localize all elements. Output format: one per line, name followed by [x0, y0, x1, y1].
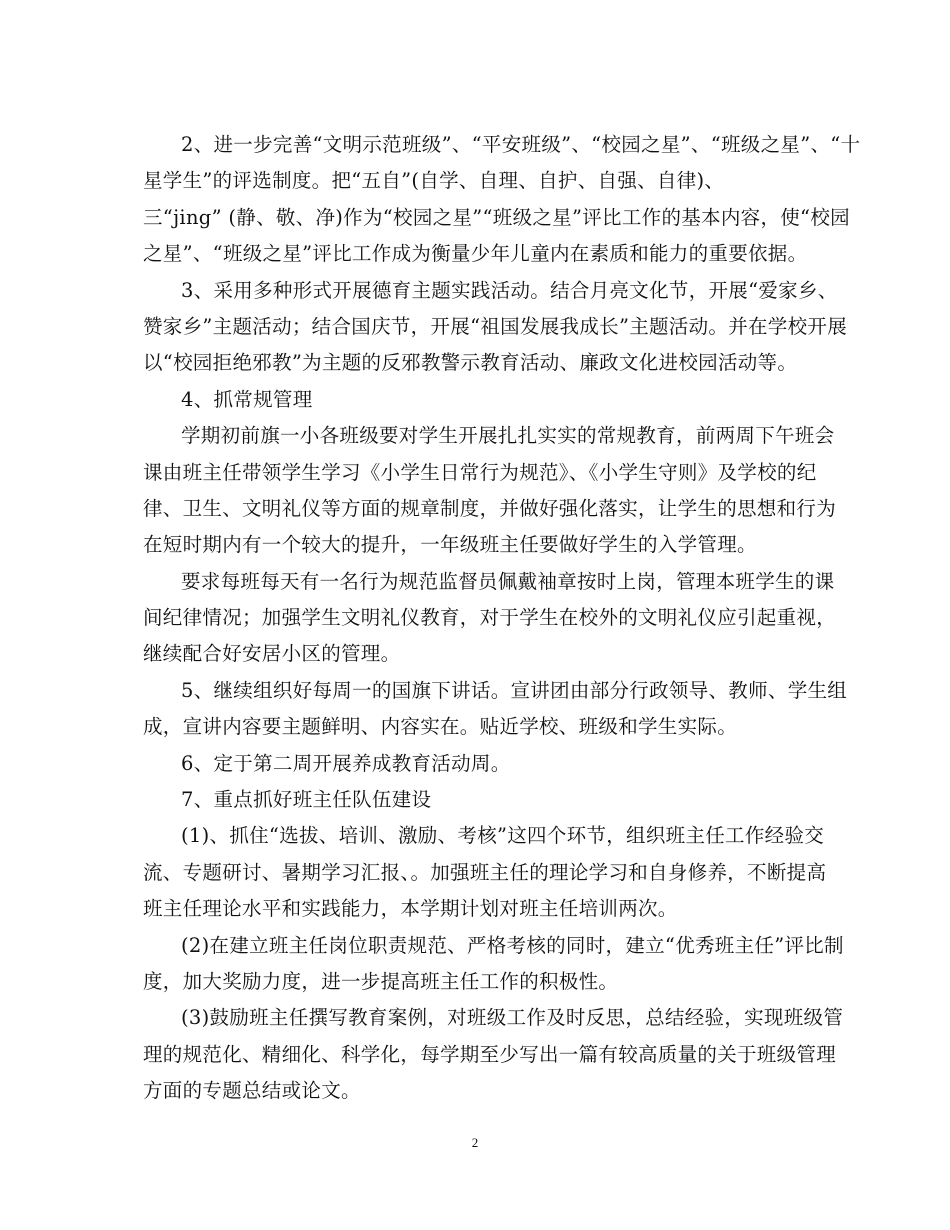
text-line: (3)鼓励班主任撰写教育案例，对班级工作及时反思，总结经验，实现班级管 [181, 1006, 844, 1030]
text-line: 赞家乡”主题活动；结合国庆节，开展“祖国发展我成长”主题活动。并在学校开展 [143, 314, 848, 338]
text-line: 6、定于第二周开展养成教育活动周。 [181, 751, 511, 775]
text-line: 4、抓常规管理 [181, 387, 313, 411]
text-line: (2)在建立班主任岗位职责规范、严格考核的同时，建立“优秀班主任”评比制 [181, 933, 844, 957]
text-line: 三“jing” (静、敬、净)作为“校园之星”“班级之星”评比工作的基本内容，使“校园 [143, 205, 850, 229]
text-line: 理的规范化、精细化、科学化，每学期至少写出一篇有较高质量的关于班级管理 [143, 1042, 837, 1066]
text-line: 5、继续组织好每周一的国旗下讲话。宣讲团由部分行政领导、教师、学生组 [181, 678, 848, 702]
text-line: 流、专题研讨、暑期学习汇报、。加强班主任的理论学习和自身修养，不断提高 [143, 860, 827, 884]
text-line: 律、卫生、文明礼仪等方面的规章制度，并做好强化落实，让学生的思想和行为 [143, 496, 837, 520]
text-line: 星学生”的评选制度。把“五自”(自学、自理、自护、自强、自律)、 [143, 169, 725, 193]
text-line: 课由班主任带领学生学习《小学生日常行为规范》、《小学生守则》及学校的纪 [143, 460, 817, 484]
text-line: 7、重点抓好班主任队伍建设 [181, 788, 432, 812]
text-line: 成，宣讲内容要主题鲜明、内容实在。贴近学校、班级和学生实际。 [143, 715, 738, 739]
text-line: 之星”、“班级之星”评比工作成为衡量少年儿童内在素质和能力的重要依据。 [143, 242, 808, 266]
text-line: (1)、抓住“选拔、培训、激励、考核”这四个环节，组织班主任工作经验交 [181, 824, 825, 848]
text-line: 方面的专题总结或论文。 [143, 1079, 361, 1103]
text-line: 班主任理论水平和实践能力，本学期计划对班主任培训两次。 [143, 897, 678, 921]
text-line: 继续配合好安居小区的管理。 [143, 642, 401, 666]
text-line: 3、采用多种形式开展德育主题实践活动。结合月亮文化节，开展“爱家乡、 [181, 278, 838, 302]
document-body [143, 127, 861, 1110]
text-line: 2、进一步完善“文明示范班级”、“平安班级”、“校园之星”、“班级之星”、“十 [181, 133, 861, 156]
text-line: 度，加大奖励力度，进一步提高班主任工作的积极性。 [143, 969, 619, 993]
text-line: 要求每班每天有一名行为规范监督员佩戴袖章按时上岗，管理本班学生的课 [181, 569, 835, 593]
text-line: 以“校园拒绝邪教”为主题的反邪教警示教育活动、廉政文化进校园活动等。 [143, 351, 798, 375]
text-line: 学期初前旗一小各班级要对学生开展扎扎实实的常规教育，前两周下午班会 [181, 424, 835, 448]
text-line: 在短时期内有一个较大的提升，一年级班主任要做好学生的入学管理。 [143, 533, 757, 557]
text-line: 间纪律情况；加强学生文明礼仪教育，对于学生在校外的文明礼仪应引起重视， [143, 606, 837, 630]
page-number: 2 [471, 1135, 479, 1150]
